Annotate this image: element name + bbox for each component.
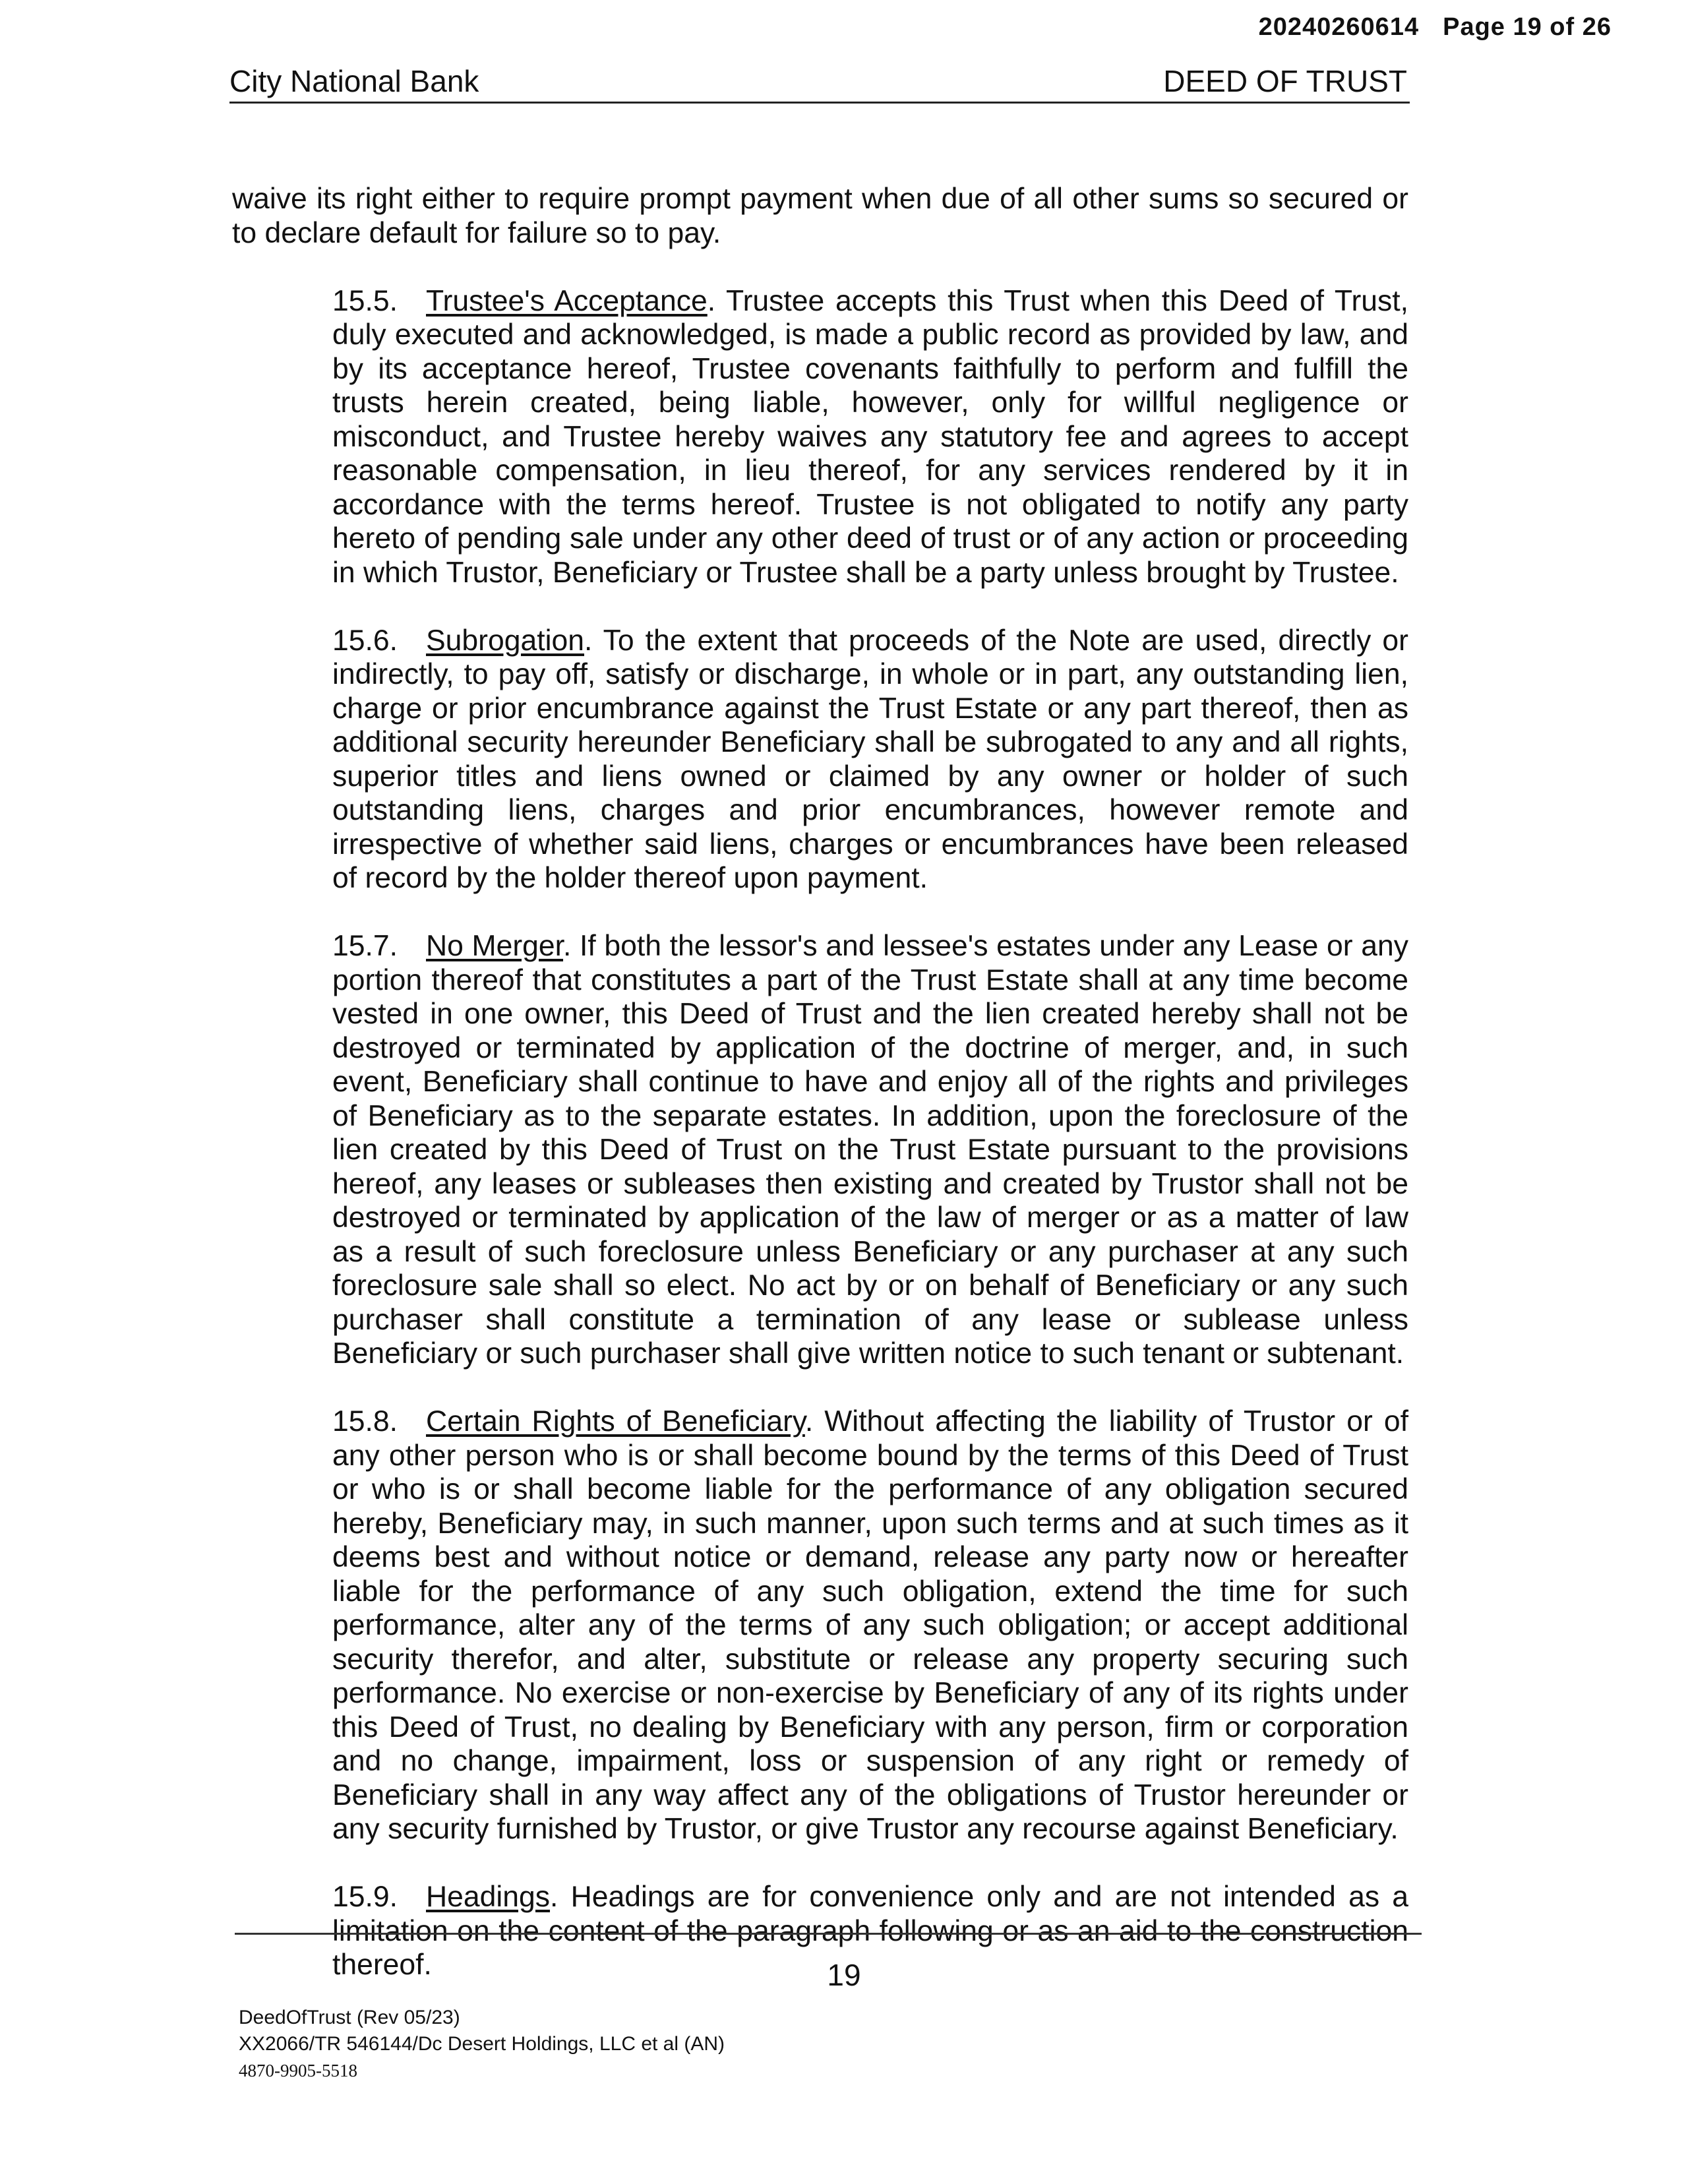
document-number: 20240260614 xyxy=(1258,13,1420,41)
section-heading: No Merger xyxy=(426,930,564,962)
section-number: 15.8. xyxy=(332,1405,398,1438)
section-15-7 xyxy=(232,929,1408,1371)
section-number: 15.7. xyxy=(332,930,398,962)
section-number: 15.6. xyxy=(332,624,398,657)
footer-loan-reference: XX2066/TR 546144/Dc Desert Holdings, LLC et al (AN) xyxy=(239,2033,725,2055)
section-text: . If both the lessor's and lessee's estates under any Lease or any portion thereof that constitutes a part of the Trust Estate shall at any time become vested in one owner, this Deed of Trust and the lien created hereby shall not be destroyed or terminated by application of the doctrine of merger, and, in such event, Beneficiary shall continue to have and enjoy all of the rights and privileges of Beneficiary as to the separate estates. In addition, upon the foreclosure of the lien created by this Deed of Trust on the Trust Estate pursuant to the provisions hereof, any leases or subleases then existing and created by Trustor shall not be destroyed or terminated by application of the law of merger or as a matter of law as a result of such foreclosure unless Beneficiary or any purchaser at any such foreclosure sale shall so elect. No act by or on behalf of Beneficiary or any such purchaser shall constitute a termination of any lease or sublease unless Beneficiary or such purchaser shall give written notice to such tenant or subtenant. xyxy=(332,930,1408,1370)
footer-form-revision: DeedOfTrust (Rev 05/23) xyxy=(239,2007,460,2028)
page-header xyxy=(229,62,1410,104)
section-heading: Trustee's Acceptance xyxy=(426,284,708,317)
section-text: . To the extent that proceeds of the Note are used, directly or indirectly, to pay off, satisfy or discharge, in whole or in part, any outstanding lien, charge or prior encumbrance against the Trust Estate or any part thereof, then as additional security hereunder Beneficiary shall be subrogated to any and all rights, superior titles and liens owned or claimed by any owner or holder of such outstanding liens, charges and prior encumbrances, however remote and irrespective of whether said liens, charges or encumbrances have been released of record by the holder thereof upon payment. xyxy=(332,624,1408,894)
page-footer xyxy=(239,2005,725,2084)
section-15-8 xyxy=(232,1405,1408,1846)
header-bank-name: City National Bank xyxy=(229,64,479,98)
page-number: 19 xyxy=(827,1958,861,1992)
section-heading: Subrogation xyxy=(426,624,584,657)
continued-paragraph: waive its right either to require prompt payment when due of all other sums so secured or to declare default for failure so to pay. xyxy=(232,183,1408,249)
document-body xyxy=(232,182,1408,2016)
section-heading: Headings xyxy=(426,1881,551,1913)
section-text: . Trustee accepts this Trust when this Deed of Trust, duly executed and acknowledged, is made a public record as provided by law, and by its acceptance hereof, Trustee covenants faithfully to perform and fulfill the trusts herein created, being liable, however, only for willful negligence or misconduct, and Trustee hereby waives any statutory fee and agrees to accept reasonable compensation, in lieu thereof, for any services rendered by it in accordance with the terms hereof. Trustee is not obligated to notify any party hereto of pending sale under any other deed of trust or of any action or proceeding in which Trustor, Beneficiary or Trustee shall be a party unless brought by Trustee. xyxy=(332,284,1408,589)
recording-stamp xyxy=(1259,13,1612,42)
section-text: . Without affecting the liability of Trustor or of any other person who is or shall become bound by the terms of this Deed of Trust or who is or shall become liable for the performance of any obligation secured hereby, Beneficiary may, in such manner, upon such terms and at such times as it deems best and without notice or demand, release any party now or hereafter liable for the performance of any such obligation, extend the time for such performance, alter any of the terms of any such obligation; or accept additional security therefor, and alter, substitute or release any property securing such performance. No exercise or non-exercise by Beneficiary of any of its rights under this Deed of Trust, no dealing by Beneficiary with any person, firm or corporation and no change, impairment, loss or suspension of any right or remedy of Beneficiary shall in any way affect any of the obligations of Trustor hereunder or any security furnished by Trustor, or give Trustor any recourse against Beneficiary. xyxy=(332,1405,1408,1845)
section-number: 15.5. xyxy=(332,284,398,317)
footer-divider xyxy=(235,1933,1422,1935)
page-count-label: Page 19 of 26 xyxy=(1443,13,1612,41)
footer-document-id: 4870-9905-5518 xyxy=(239,2061,357,2080)
section-15-5 xyxy=(232,284,1408,590)
section-15-6 xyxy=(232,624,1408,895)
section-heading: Certain Rights of Beneficiary xyxy=(426,1405,805,1438)
section-number: 15.9. xyxy=(332,1881,398,1913)
header-document-title: DEED OF TRUST xyxy=(1163,64,1407,98)
section-text: . Headings are for convenience only and are not intended as a limitation on the content of the paragraph following or as an aid to the construction thereof. xyxy=(332,1881,1408,1981)
